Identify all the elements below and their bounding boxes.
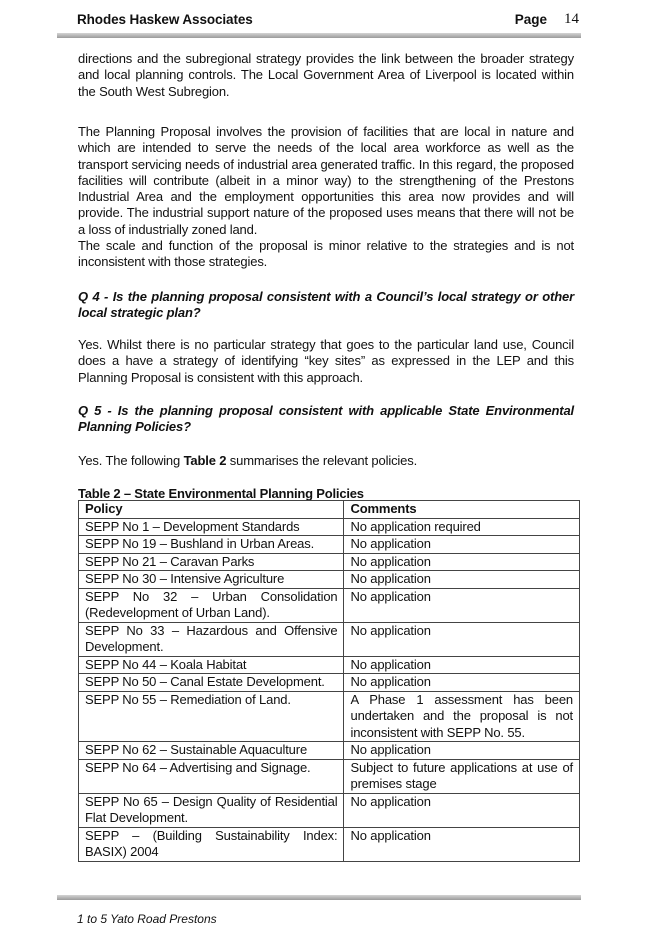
table-row [79,571,580,589]
answer-4: Yes. Whilst there is no particular strategy that goes to the particular land use, Council does a have a strategy of identifying “key sites” as expressed in the LEP and this Planning Proposal is consistent with this approach. [78,337,574,385]
comment-cell: No application [344,793,580,827]
table-row [79,674,580,692]
comment-cell: No application [344,656,580,674]
policy-cell: SEPP No 33 – Hazardous and Offensive Development. [79,622,344,656]
policy-cell: SEPP No 55 – Remediation of Land. [79,691,344,742]
comment-cell: No application [344,553,580,571]
policy-cell: SEPP No 64 – Advertising and Signage. [79,759,344,793]
policy-cell: SEPP No 21 – Caravan Parks [79,553,344,571]
answer-5 [78,453,574,469]
table-row [79,827,580,861]
paragraph-subregional-strategy: directions and the subregional strategy provides the link between the broader strategy and local planning controls. The Local Government Area of Liverpool is located within the South West Subregion. [78,51,574,99]
column-header-comments: Comments [344,501,580,519]
table-row [79,553,580,571]
question-5-heading: Q 5 - Is the planning proposal consistent with applicable State Environmental Planning Policies? [78,403,574,435]
answer-5-prefix: Yes. The following [78,453,184,468]
paragraph-scale-function: The scale and function of the proposal is minor relative to the strategies and is not inconsistent with those strategies. [78,238,574,270]
policy-cell: SEPP No 50 – Canal Estate Development. [79,674,344,692]
question-4-heading: Q 4 - Is the planning proposal consistent with a Council’s local strategy or other local strategic plan? [78,289,574,321]
comment-cell: No application [344,674,580,692]
table-header-row [79,501,580,519]
answer-5-suffix: summarises the relevant policies. [226,453,418,468]
comment-cell: No application [344,622,580,656]
header-divider [57,33,581,38]
comment-cell: No application required [344,518,580,536]
page-label: Page [514,12,547,27]
page-number: 14 [564,11,579,27]
policy-cell: SEPP No 65 – Design Quality of Residential Flat Development. [79,793,344,827]
table-row [79,588,580,622]
comment-cell: A Phase 1 assessment has been undertaken and the proposal is not inconsistent with SEPP No. 55. [344,691,580,742]
table-caption: Table 2 – State Environmental Planning Policies [78,486,364,501]
policy-cell: SEPP No 19 – Bushland in Urban Areas. [79,536,344,554]
comment-cell: No application [344,742,580,760]
page-header [77,12,579,32]
comment-cell: No application [344,827,580,861]
document-body [78,51,574,468]
comment-cell: No application [344,571,580,589]
comment-cell: No application [344,536,580,554]
paragraph-planning-proposal: The Planning Proposal involves the provision of facilities that are local in nature and which are intended to serve the needs of the local area workforce as well as the transport servicing needs of industrial area generated traffic. In this regard, the proposed facilities will contribute (albeit in a minor way) to the strengthening of the Prestons Industrial Area and the employment opportunities this area now provides and will provide. The industrial support nature of the proposed uses means that there will not be a loss of industrially zoned land. [78,124,574,237]
table-row [79,518,580,536]
table-row [79,536,580,554]
policy-cell: SEPP – (Building Sustainability Index: BASIX) 2004 [79,827,344,861]
policy-cell: SEPP No 44 – Koala Habitat [79,656,344,674]
footer-address: 1 to 5 Yato Road Prestons [77,912,217,926]
table-row [79,691,580,742]
footer-divider [57,895,581,900]
policy-cell: SEPP No 1 – Development Standards [79,518,344,536]
table-row [79,793,580,827]
policy-cell: SEPP No 62 – Sustainable Aquaculture [79,742,344,760]
company-name: Rhodes Haskew Associates [77,12,253,27]
table-row [79,656,580,674]
policy-cell: SEPP No 30 – Intensive Agriculture [79,571,344,589]
policy-cell: SEPP No 32 – Urban Consolidation (Redevelopment of Urban Land). [79,588,344,622]
table-reference: Table 2 [183,453,227,468]
column-header-policy: Policy [79,501,344,519]
table-row [79,742,580,760]
table-row [79,759,580,793]
comment-cell: No application [344,588,580,622]
table-row [79,622,580,656]
sepp-table [78,500,580,862]
comment-cell: Subject to future applications at use of premises stage [344,759,580,793]
